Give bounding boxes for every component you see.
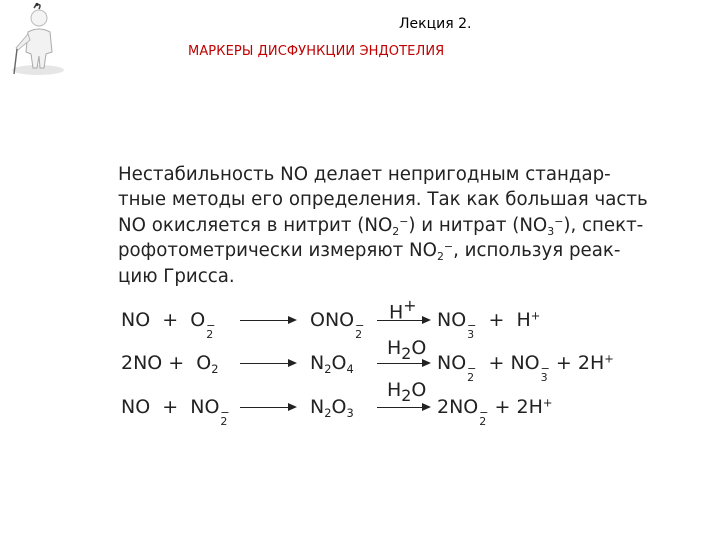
- reaction-1-products: NO − 3 + H+: [437, 308, 541, 342]
- body-line: рофотометрически измеряют $NO_2^-$, используя реак-: [118, 240, 621, 264]
- body-line: тные методы его определения. Так как большая часть: [118, 189, 648, 211]
- reaction-2-arrow-2: [377, 363, 429, 364]
- reaction-1-catalyst: H+: [389, 296, 417, 324]
- reaction-2-reactants: $2NO + O_2$: [121, 352, 219, 376]
- reaction-2-intermediate: $N_2O_4$: [310, 352, 354, 376]
- reaction-3-reactants: NO + NO − 2: [121, 396, 230, 429]
- body-line: Нестабильность NO делает непригодным стандар-: [118, 164, 611, 185]
- reaction-3-catalyst: $H_2O$: [387, 379, 427, 405]
- reaction-1-reactants: NO + O − 2: [121, 309, 216, 342]
- reaction-3-arrow-1: [240, 407, 295, 408]
- body-line: цию Грисса.: [118, 265, 235, 287]
- lecture-number: Лекция 2.: [399, 16, 472, 32]
- reaction-2-catalyst: $H_2O$: [387, 337, 427, 363]
- body-paragraph: [118, 162, 648, 289]
- reaction-1-arrow-2: [377, 320, 429, 321]
- reaction-2-arrow-1: [240, 363, 295, 364]
- reaction-3-arrow-2: [377, 407, 429, 408]
- body-line: NO окисляется в нитрит $(NO_2^-)$ и нитрат $(NO_3^-)$, спект-: [118, 214, 644, 238]
- reaction-1-intermediate: ONO − 2: [310, 309, 365, 342]
- page-title: МАРКЕРЫ ДИСФУНКЦИИ ЭНДОТЕЛИЯ: [188, 44, 445, 59]
- reaction-3-intermediate: $N_2O_3$: [310, 396, 354, 420]
- reaction-3-products: 2NO − 2 + 2H+: [437, 395, 553, 429]
- reaction-2-products: NO − 2 + NO − 3 + 2H+: [437, 351, 614, 385]
- reaction-1-arrow-1: [240, 320, 295, 321]
- thinking-figure-icon: [6, 2, 68, 78]
